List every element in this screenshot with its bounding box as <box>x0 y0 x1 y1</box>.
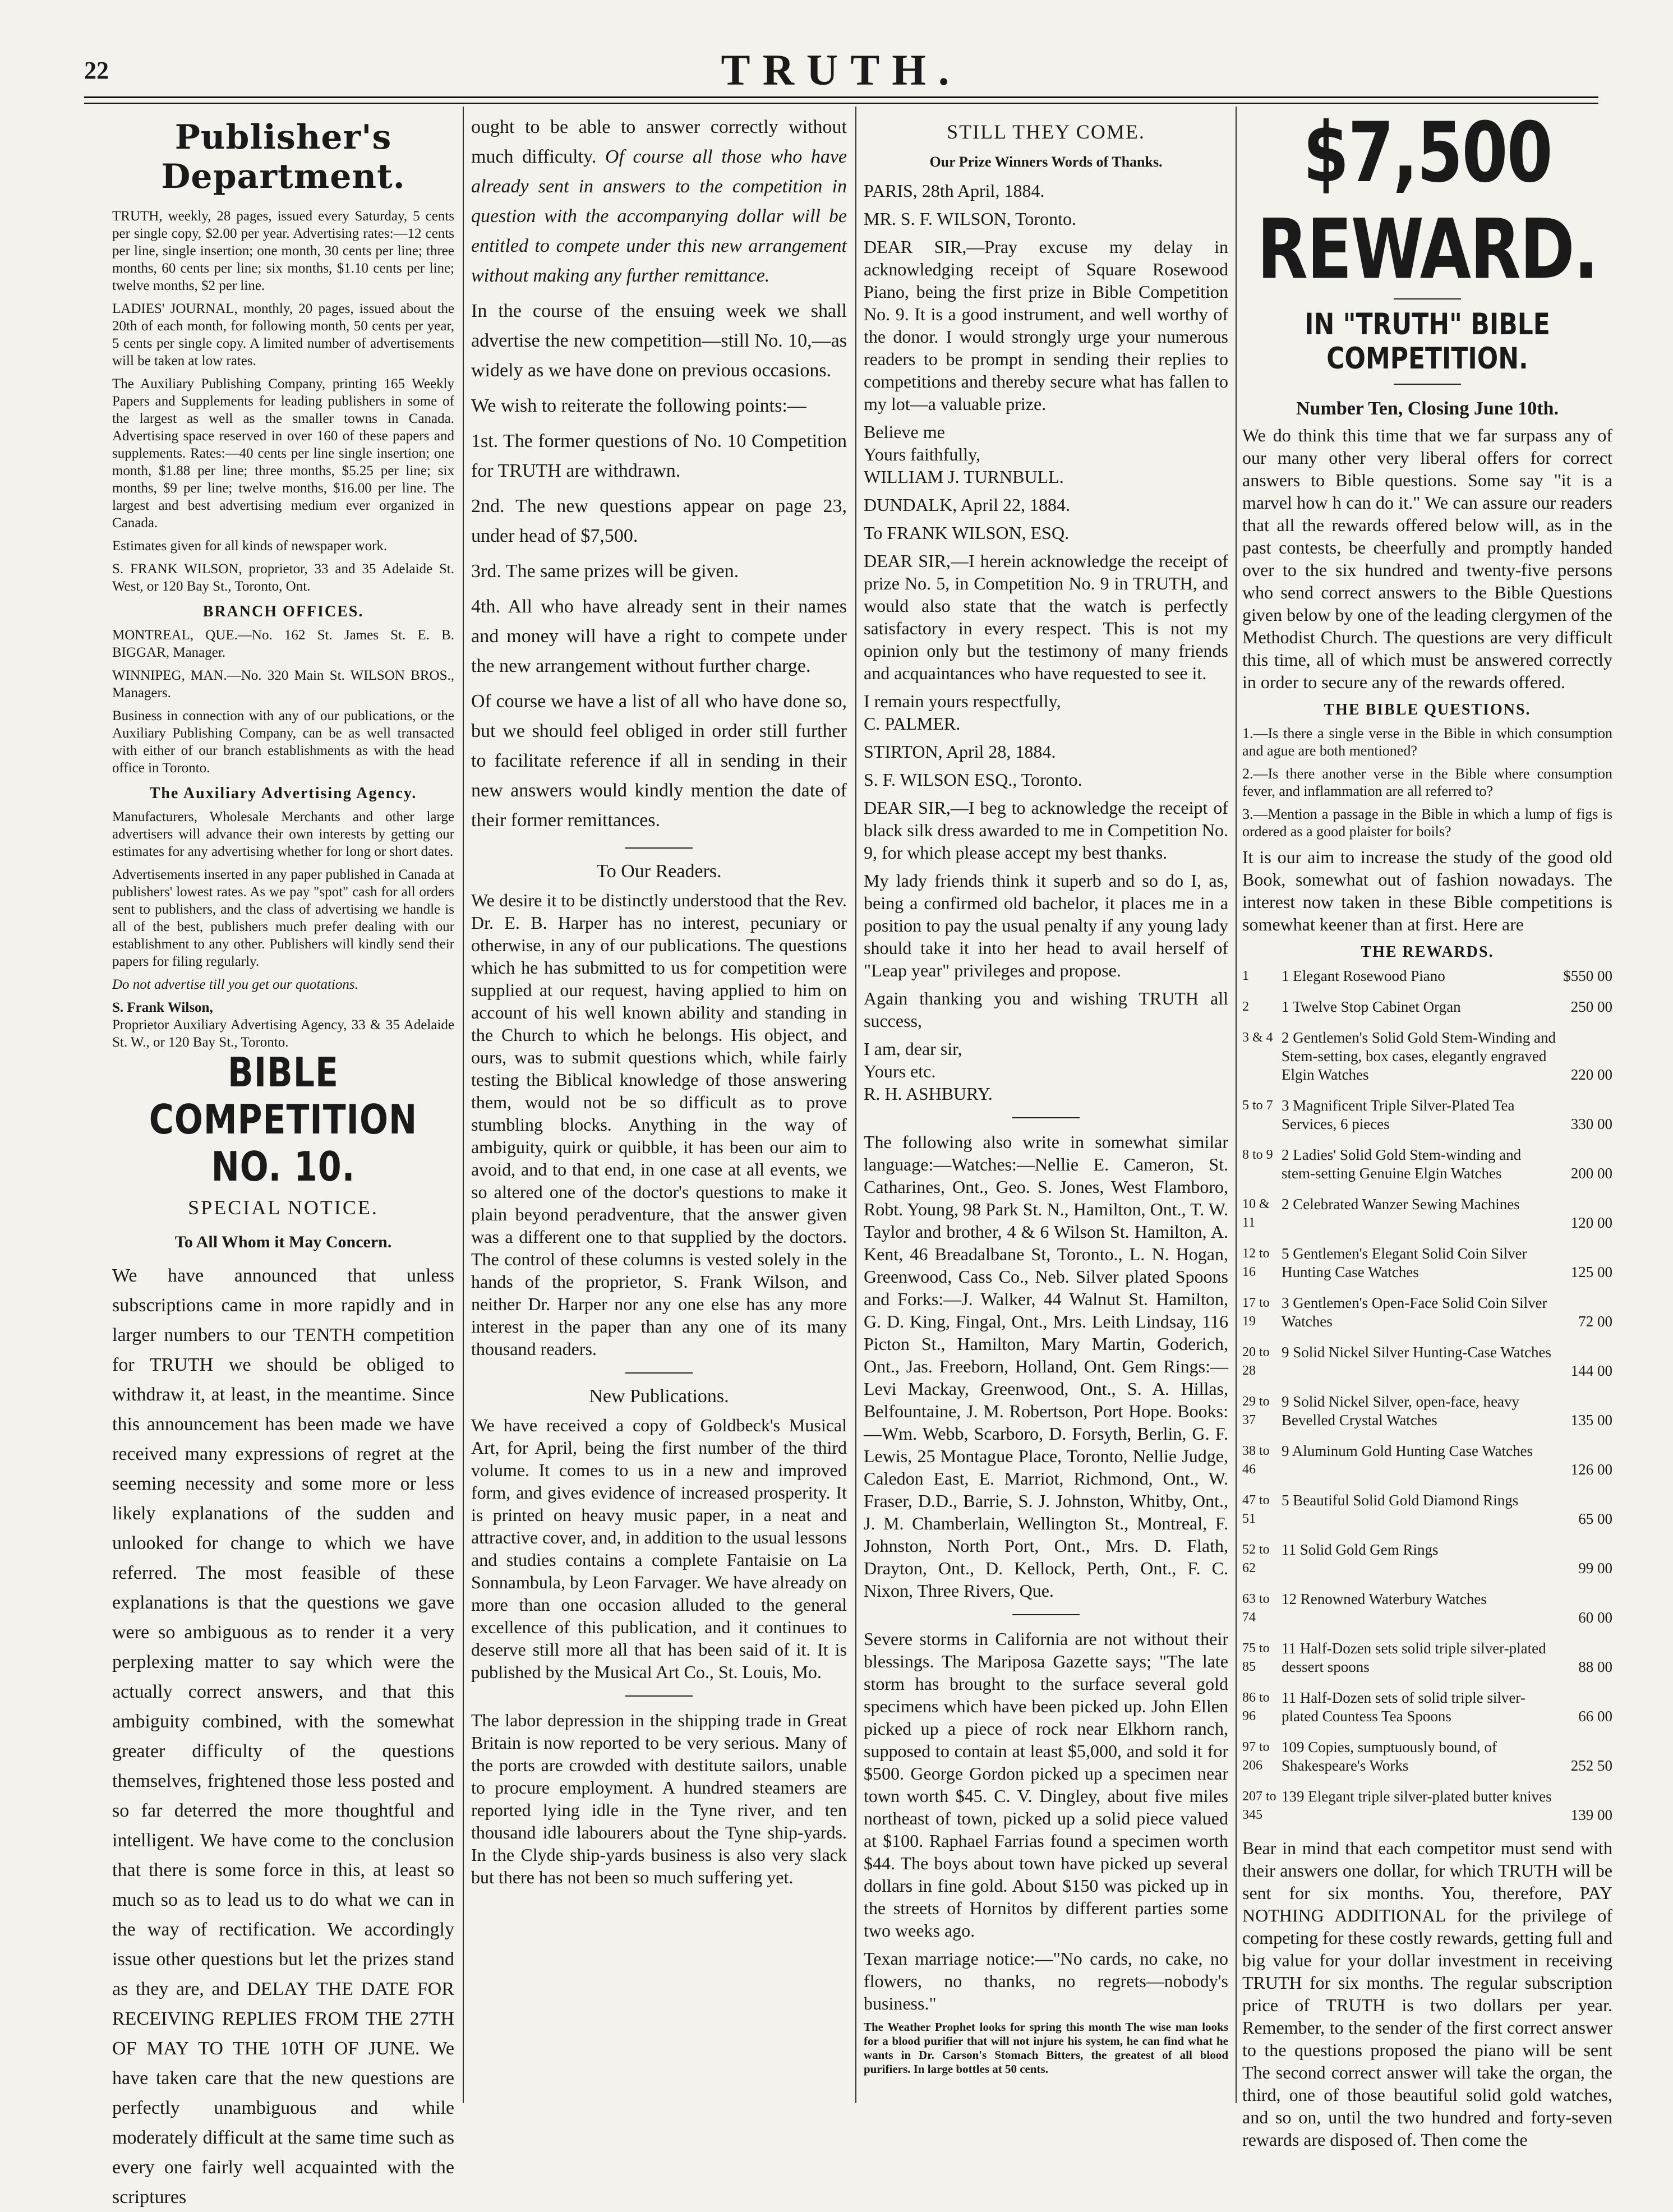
prize-description: 3 Gentlemen's Open-Face Solid Coin Silver Watches <box>1282 1294 1547 1330</box>
branch-winnipeg: WINNIPEG, MAN.—No. 320 Main St. WILSON BROS., Managers. <box>112 668 454 701</box>
prize-value: 135 00 <box>1570 1412 1612 1428</box>
prize-row <box>1242 1787 1612 1824</box>
notice-paragraph: We wish to reiterate the following points:— <box>471 395 806 416</box>
prize-list <box>1242 967 1612 1824</box>
letter-addressee: MR. S. F. WILSON, Toronto. <box>864 209 1076 229</box>
letter-signature: WILLIAM J. TURNBULL. <box>864 467 1064 487</box>
readers-text: We desire it to be distinctly understood that the Rev. Dr. E. B. Harper has no interest, pecuniary or otherwise, in any of our publications. The questions which he has submitted to us for competition were supplied at our request, having applied to him on account of his well known ability and standing in the Church to which he belongs. His object, and ours, was to submit questions which, while fairly testing the Biblical knowledge of those answering them, would not be so difficult as to prove stumbling blocks. Anything in the way of ambiguity, quirk or quibble, it has been our aim to avoid, and to that end, in one case at all events, we so altered one of the doctor's questions to make it plain beyond peradventure, that the answer given was a different one to that supplied by the doctors. The control of these columns is vested solely in the hands of the proprietor, S. Frank Wilson, and neither Dr. Harper nor any one else has any more interest in the paper than any one of its many thousand readers. <box>471 890 847 1359</box>
prize-row <box>1242 998 1612 1016</box>
prize-number: 17 to 19 <box>1242 1296 1270 1329</box>
publications-text: We have received a copy of Goldbeck's Musical Art, for April, being the first number of the third volume. It comes to us in a new and improved form, and gives evidence of increased prosperity. It is printed on heavy music paper, in a neat and attractive cover, and, in addition to the usual lessons and studies contains a complete Fantaisie on La Sonnambula, by Leon Farvager. We have already on more than one occasion alluded to the general excellence of this publication, and it continues to deserve still more all that has been said of it. It is published by the Musical Art Co., St. Louis, Mo. <box>471 1415 847 1682</box>
letter-body: Again thanking you and wishing TRUTH all success, <box>864 988 1228 1031</box>
prize-row <box>1242 1541 1612 1578</box>
winners-subheading: Our Prize Winners Words of Thanks. <box>929 154 1163 170</box>
reward-subheading: IN "TRUTH" BIBLE COMPETITION. <box>1305 307 1550 376</box>
agency-text: Advertisements inserted in any paper published in Canada at publishers' lowest rates. As we pay "spot" cash for all orders sent to publishers, and the class of advertising we handle is all of the best, publishers much prefer dealing with our establishment to any other. Publishers will kindly send their papers for filing regularly. <box>112 867 454 969</box>
questions-heading: THE BIBLE QUESTIONS. <box>1324 701 1531 718</box>
prize-description: 5 Gentlemen's Elegant Solid Coin Silver Hunting Case Watches <box>1282 1245 1527 1280</box>
winners-heading: STILL THEY COME. <box>947 121 1145 143</box>
prize-value: 88 00 <box>1578 1658 1612 1675</box>
column-1 <box>112 112 454 2208</box>
bible-question: 2.—Is there another verse in the Bible where consumption fever, and inflammation are all referred to? <box>1242 766 1612 799</box>
prize-value: 65 00 <box>1578 1510 1612 1527</box>
aim-text: It is our aim to increase the study of the good old Book, somewhat out of fashion nowadays. The interest now taken in these Bible competitions is somewhat keener than at first. Here are <box>1242 847 1612 934</box>
prize-row <box>1242 1029 1612 1084</box>
page-number: 22 <box>84 57 109 84</box>
notice-paragraph: We have announced that unless subscriptions came in more rapidly and in larger numbers to our TENTH competition for TRUTH we should be obliged to withdraw it, at least, in the meantime. Since this announcement has been made we have received many expressions of regret at the seeming necessity and some more or less likely explanations of the sudden and unlooked for change to which we have referred. The most feasible of these explanations is that the questions we gave were so ambiguous as to render it a very perplexing matter to say which were the actually correct answers, and that this ambiguity combined, with the somewhat greater difficulty of the questions themselves, frightened those less posted and so far deterred the more thoughtful and intelligent. We have come to the conclusion that there is some force in this, at least so much so as to lead us to do what we can in the way of rectification. We accordingly issue other questions but let the prizes stand as they are, and DELAY THE DATE FOR RECEIVING REPLIES FROM THE 27TH OF MAY TO THE 10TH OF JUNE. We have taken care that the new questions are perfectly unambiguous and while moderately difficult at the same time such as every one fairly well acquainted with the scriptures <box>112 1265 454 2208</box>
letter-addressee: To FRANK WILSON, ESQ. <box>864 523 1070 543</box>
prize-number: 97 to 206 <box>1242 1740 1270 1773</box>
column-3 <box>864 112 1228 2120</box>
texan-notice: Texan marriage notice:—"No cards, no cake, no flowers, no thanks, no regrets—nobody's business." <box>864 1948 1228 2013</box>
prize-number: 20 to 28 <box>1242 1345 1270 1378</box>
prize-number: 86 to 96 <box>1242 1690 1270 1723</box>
letter-body: DEAR SIR,—Pray excuse my delay in acknowledging receipt of Square Rosewood Piano, being the first prize in Bible Competition No. 9. It is a good instrument, and well worthy of the donor. I would strongly urge your numerous readers to be prompt in sending their replies to competitions and thereby secure what has fallen to my lot—a valuable prize. <box>864 237 1228 414</box>
divider <box>1394 384 1461 385</box>
letter-body: DEAR SIR,—I beg to acknowledge the receipt of black silk dress awarded to me in Competition No. 9, for which please accept my best thanks. <box>864 798 1228 863</box>
rewards-heading: THE REWARDS. <box>1361 943 1494 961</box>
notice-point: 2nd. The new questions appear on page 23, under head of $7,500. <box>471 496 847 546</box>
column-rule <box>855 107 856 2103</box>
publisher-heading: Publisher's Department. <box>161 118 405 196</box>
letter-date: STIRTON, April 28, 1884. <box>864 741 1056 762</box>
masthead <box>84 45 1598 95</box>
prize-description: 9 Aluminum Gold Hunting Case Watches <box>1282 1443 1533 1459</box>
column-4 <box>1242 104 1612 2150</box>
letter-date: PARIS, 28th April, 1884. <box>864 181 1045 201</box>
prize-description: 1 Elegant Rosewood Piano <box>1282 967 1445 984</box>
prize-row <box>1242 1590 1612 1627</box>
prize-value: 72 00 <box>1578 1313 1612 1330</box>
prize-number: 63 to 74 <box>1242 1592 1270 1625</box>
prize-row <box>1242 1195 1612 1232</box>
branch-heading: BRANCH OFFICES. <box>202 603 364 620</box>
prize-description: 109 Copies, sumptuously bound, of Shakespeare's Works <box>1282 1739 1497 1774</box>
prize-value: 250 00 <box>1570 998 1612 1015</box>
prize-description: 139 Elegant triple silver-plated butter knives <box>1282 1788 1552 1805</box>
notice-point: 1st. The former questions of No. 10 Competition for TRUTH are withdrawn. <box>471 431 847 481</box>
auxiliary-company: The Auxiliary Publishing Company, printing 165 Weekly Papers and Supplements for leading publishers in some of the largest as well as the smaller towns in Canada. Advertising space reserved in over 160 of these papers and supplements. Rates:—40 cents per line single insertion; one month, $1.88 per line; three months, $5.25 per line; six months, $9 per line; twelve months, $16.00 per line. The largest and best advertising medium ever organized in Canada. <box>112 376 454 531</box>
column-rule <box>1236 107 1237 2103</box>
agency-text: Manufacturers, Wholesale Merchants and other large advertisers will advance their own interests by getting our estimates for any advertising whether for long or short dates. <box>112 809 454 859</box>
letter-body: My lady friends think it superb and so do I, as, being a confirmed old bachelor, it places me in a position to pay the usual penalty if any young lady should take it into her head to avail herself of "Leap year" privileges and propose. <box>864 870 1228 980</box>
prize-row <box>1242 1738 1612 1775</box>
prize-description: 9 Solid Nickel Silver, open-face, heavy Bevelled Crystal Watches <box>1282 1393 1520 1428</box>
labor-text: The labor depression in the shipping trade in Great Britain is now reported to be very serious. Many of the ports are crowded with destitute sailors, unable to procure employment. A hundred steamers are reported lying idle in the Tyne river, and ten thousand idle labourers about the Tyne ship-yards. In the Clyde ship-yards business is also very slack but there has not been so much suffering yet. <box>471 1710 847 1887</box>
advert-footnote: The Weather Prophet looks for spring this month The wise man looks for a blood purifier that will not injure his system, he can find what he wants in Dr. Carson's Stomach Bitters, the greatest of all blood purifiers. In large bottles at 50 cents. <box>864 2020 1228 2076</box>
divider <box>625 1695 693 1697</box>
divider <box>1394 298 1461 299</box>
letter-close: Believe me <box>864 422 945 442</box>
prize-number: 5 to 7 <box>1242 1098 1273 1113</box>
prize-number: 10 & 11 <box>1242 1197 1270 1230</box>
notice-italic: Of course all those who have already sent in answers to the competition in question with the accompanying dollar will be entitled to compete under this new arrangement without making any further remittance. <box>471 146 847 286</box>
prize-description: 5 Beautiful Solid Gold Diamond Rings <box>1282 1492 1519 1509</box>
notice-paragraph: In the course of the ensuing week we shall advertise the new competition—still No. 10,—as widely as we have done on previous occasions. <box>471 301 847 381</box>
prize-description: 11 Half-Dozen sets of solid triple silver-plated Countess Tea Spoons <box>1282 1689 1525 1725</box>
bible-question: 3.—Mention a passage in the Bible in which a lump of figs is ordered as a good plaister for boils? <box>1242 806 1612 840</box>
prize-value: 139 00 <box>1570 1807 1612 1823</box>
prize-row <box>1242 1393 1612 1430</box>
bible-question: 1.—Is there a single verse in the Bible in which consumption and ague are both mentioned? <box>1242 725 1612 759</box>
prize-description: 1 Twelve Stop Cabinet Organ <box>1282 998 1461 1015</box>
letter-signature: C. PALMER. <box>864 713 961 734</box>
agency-note: Do not advertise till you get our quotations. <box>112 977 358 992</box>
letter-addressee: S. F. WILSON ESQ., Toronto. <box>864 769 1082 790</box>
other-winners: The following also write in somewhat similar language:—Watches:—Nellie E. Cameron, St. Catharines, Ont., Geo. S. Jones, West Flamboro, Robt. Young, 98 Park St. N., Hamilton, Ont., T. W. Taylor and brother, 4 & 6 Wilson St. Hamilton, A. Kent, 46 Breadalbane St, Toronto., L. N. Hogan, Greenwood, Cass Co., Neb. Silver plated Spoons and Forks:—J. Walker, 44 Walnut St. Hamilton, G. D. King, Fingal, Ont., Mrs. Leith Lindsay, 116 Picton St., Hamilton, Mary Martin, Goderich, Ont., Jas. Freeborn, Holland, Ont. Gem Rings:—Levi Mackay, Greenwood, Ont., S. A. Hillas, Belfountaine, J. M. Robertson, Port Hope. Books:—Wm. Webb, Scarboro, D. Forsyth, Berlin, G. F. Lewis, 25 Montague Place, Toronto, Nellie Judge, Caledon East, E. Marriot, Richmond, Ont., W. Fraser, D.D., Barrie, S. J. Johnston, Whitby, Ont., J. M. Chamberlain, Wellington St., Montreal, F. Johnston, North Port, Ont., Mrs. D. Flath, Drayton, Ont., D. Kellock, Perth, Ont., F. C. Nixon, Three Rivers, Que. <box>864 1132 1228 1601</box>
letter-signature: R. H. ASHBURY. <box>864 1084 993 1104</box>
letter-close: I remain yours respectfully, <box>864 691 1061 711</box>
prize-row <box>1242 1245 1612 1282</box>
prize-number: 207 to 345 <box>1242 1789 1276 1822</box>
branch-montreal: MONTREAL, QUE.—No. 162 St. James St. E. B. BIGGAR, Manager. <box>112 628 454 660</box>
prize-value: 60 00 <box>1578 1609 1612 1626</box>
prize-row <box>1242 1639 1612 1676</box>
publications-heading: New Publications. <box>589 1386 729 1407</box>
prize-description: 12 Renowned Waterbury Watches <box>1282 1591 1487 1607</box>
prize-value: $550 00 <box>1563 967 1612 984</box>
prize-number: 2 <box>1242 999 1249 1014</box>
agency-heading: The Auxiliary Advertising Agency. <box>149 785 417 802</box>
ladies-journal: LADIES' JOURNAL, monthly, 20 pages, issued about the 20th of each month, for following month, 50 cents per year, 5 cents per single copy. A limited number of advertisements will be taken at low rates. <box>112 301 454 368</box>
prize-number: 3 & 4 <box>1242 1030 1273 1045</box>
prize-number: 1 <box>1242 969 1249 983</box>
bible-competition-heading: BIBLE COMPETITION NO. 10. <box>149 1049 418 1191</box>
to-whom-heading: To All Whom it May Concern. <box>174 1233 392 1251</box>
prize-description: 2 Gentlemen's Solid Gold Stem-Winding and Stem-setting, box cases, elegantly engraved Elgin Watches <box>1282 1029 1556 1083</box>
branch-note: Business in connection with any of our publications, or the Auxiliary Publishing Company, can be as well transacted with either of our branch establishments as with the head office in Toronto. <box>112 708 454 776</box>
prize-row <box>1242 1491 1612 1528</box>
prize-row <box>1242 1146 1612 1183</box>
truth-rates: TRUTH, weekly, 28 pages, issued every Saturday, 5 cents per single copy, $2.00 per year. Advertising rates:—12 cents per line, single insertion; one month, 30 cents per line; three months, 60 cents per line; six months, $1.10 cents per line; twelve months, $2 per line. <box>112 209 454 293</box>
letter-close: I am, dear sir, <box>864 1039 962 1059</box>
readers-heading: To Our Readers. <box>596 861 722 882</box>
column-2 <box>471 112 847 2120</box>
divider <box>625 847 693 849</box>
prize-row <box>1242 1442 1612 1479</box>
prize-value: 220 00 <box>1570 1066 1612 1083</box>
prize-description: 2 Celebrated Wanzer Sewing Machines <box>1282 1196 1520 1213</box>
prize-row <box>1242 1343 1612 1380</box>
reward-intro: We do think this time that we far surpass any of our many other very liberal offers for correct answers to Bible questions. Some say "it is a marvel how h can do it." We can assure our readers that all the rewards offered below will, as in the past contests, be cheerfully and promptly handed over to the six hundred and twenty-five persons who send correct answers to the Bible Questions given below by one of the leading clergymen of the Methodist Church. The questions are very difficult this time, all of which must be answered correctly in order to secure any of the rewards offered. <box>1242 425 1612 692</box>
notice-continued: ought to be able to answer correctly without much difficulty. <box>471 117 847 167</box>
divider <box>625 1372 693 1374</box>
letter-close: Yours faithfully, <box>864 444 981 464</box>
divider <box>1012 1117 1080 1118</box>
agency-signature-line: Proprietor Auxiliary Advertising Agency, 33 & 35 Adelaide St. W., or 120 Bay St., Toronto. <box>112 1017 454 1050</box>
prize-row <box>1242 1294 1612 1331</box>
closing-date: Number Ten, Closing June 10th. <box>1296 398 1559 419</box>
proprietor: S. FRANK WILSON, proprietor, 33 and 35 Adelaide St. West, or 120 Bay St., Toronto, Ont. <box>112 561 454 594</box>
prize-description: 11 Half-Dozen sets solid triple silver-plated dessert spoons <box>1282 1640 1546 1675</box>
prize-description: 2 Ladies' Solid Gold Stem-winding and stem-setting Genuine Elgin Watches <box>1282 1146 1522 1182</box>
prize-number: 38 to 46 <box>1242 1444 1270 1477</box>
notice-paragraph: Of course we have a list of all who have done so, but we should feel obliged in order still further to facilitate reference if all in sending in their new answers would kindly mention the date of their former remittances. <box>471 691 847 831</box>
prize-value: 126 00 <box>1570 1461 1612 1478</box>
prize-number: 52 to 62 <box>1242 1542 1270 1575</box>
prize-row <box>1242 1096 1612 1133</box>
prize-description: 9 Solid Nickel Silver Hunting-Case Watches <box>1282 1344 1552 1361</box>
estimates: Estimates given for all kinds of newspaper work. <box>112 538 388 554</box>
notice-point: 4th. All who have already sent in their names and money will have a right to compete under the new arrangement without further charge. <box>471 596 847 676</box>
storms-text: Severe storms in California are not without their blessings. The Mariposa Gazette says; "The late storm has brought to the surface several gold specimens which have been picked up. John Ellen picked up a piece of rock near Elkhorn ranch, supposed to contain at least $5,000, and sold it for $500. George Gordon picked up a specimen near town worth $45. C. V. Dingley, about five miles northeast of town, picked up a solid piece valued at $100. Raphael Farrias found a specimen worth $44. The boys about town have picked up several dollars in fine gold. About $150 was picked up in the streets of Hornitos by different parties some two weeks ago. <box>864 1629 1228 1941</box>
letter-body: DEAR SIR,—I herein acknowledge the receipt of prize No. 5, in Competition No. 9 in TRUTH, and would also state that the watch is perfectly satisfactory in every respect. This is not my opinion only but the testimony of many friends and acquaintances who have requested to see it. <box>864 551 1228 683</box>
prize-value: 252 50 <box>1570 1757 1612 1774</box>
prize-value: 330 00 <box>1570 1116 1612 1132</box>
prize-value: 66 00 <box>1578 1708 1612 1725</box>
column-rule <box>463 107 464 2103</box>
prize-number: 29 to 37 <box>1242 1394 1270 1427</box>
prize-number: 12 to 16 <box>1242 1246 1270 1279</box>
newspaper-title: TRUTH. <box>721 45 962 94</box>
letter-close: Yours etc. <box>864 1061 936 1081</box>
special-notice: SPECIAL NOTICE. <box>188 1196 379 1219</box>
prize-value: 144 00 <box>1570 1362 1612 1379</box>
agency-signature: S. Frank Wilson, <box>112 1000 213 1015</box>
prize-number: 75 to 85 <box>1242 1641 1270 1674</box>
prize-row <box>1242 1689 1612 1726</box>
prize-value: 120 00 <box>1570 1214 1612 1231</box>
prize-value: 99 00 <box>1578 1560 1612 1577</box>
prize-description: 11 Solid Gold Gem Rings <box>1282 1541 1439 1558</box>
prize-value: 125 00 <box>1570 1264 1612 1280</box>
notice-point: 3rd. The same prizes will be given. <box>471 561 739 582</box>
prize-value: 200 00 <box>1570 1165 1612 1182</box>
prize-number: 47 to 51 <box>1242 1493 1270 1526</box>
prize-number: 8 to 9 <box>1242 1148 1273 1162</box>
divider <box>1012 1614 1080 1615</box>
prize-row <box>1242 967 1612 985</box>
reward-heading: $7,500 REWARD. <box>1257 104 1598 298</box>
reward-closing-text: Bear in mind that each competitor must send with their answers one dollar, for which TRUTH will be sent for six months. You, therefore, PAY NOTHING ADDITIONAL for the privilege of competing for these costly rewards, getting full and big value for your dollar investment in receiving TRUTH for six months. The regular subscription price of TRUTH is two dollars per year. Remember, to the sender of the first correct answer to the questions proposed the piano will be sent The second correct answer will take the organ, the third, one of those beautiful solid gold watches, and so on, until the two hundred and forty-seven rewards are disposed of. Then come the <box>1242 1838 1612 2150</box>
letter-date: DUNDALK, April 22, 1884. <box>864 495 1070 515</box>
prize-description: 3 Magnificent Triple Silver-Plated Tea Services, 6 pieces <box>1282 1097 1515 1132</box>
masthead-rule <box>84 96 1598 104</box>
